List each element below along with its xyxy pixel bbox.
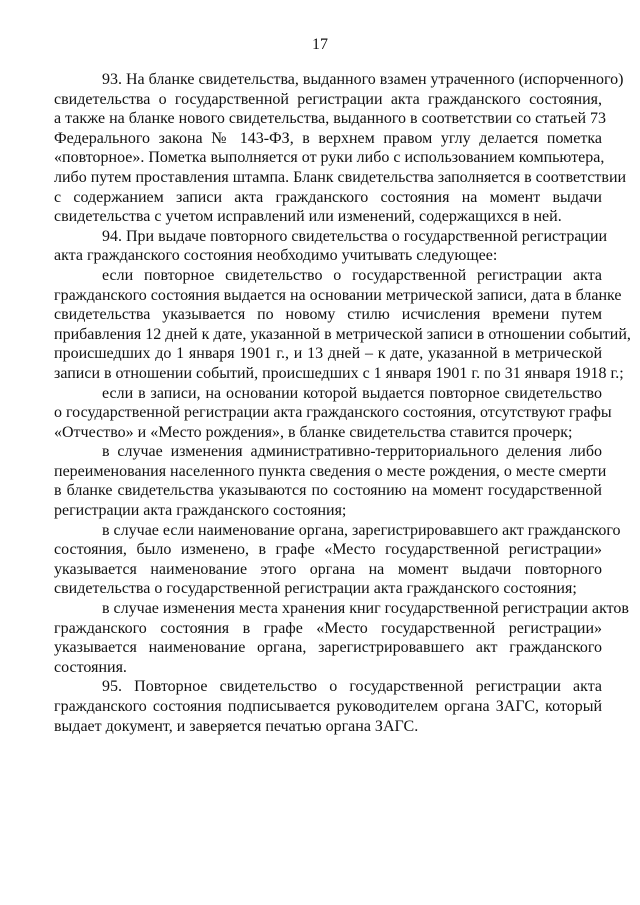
text-line: «повторное». Пометка выполняется от руки либо с использованием компьютера, — [54, 149, 605, 167]
text-line: свидетельства с учетом исправлений или изменений, содержащихся в ней. — [54, 208, 562, 226]
text-line: свидетельства о государственной регистрации акта гражданского состояния, — [54, 90, 602, 108]
text-line: в бланке свидетельства указываются по состоянию на момент государственной — [54, 482, 602, 500]
paragraph — [54, 521, 621, 599]
text-line: а также на бланке нового свидетельства, выданного в соответствии со статьей 73 — [54, 110, 607, 128]
text-line: происшедших до 1 января 1901 г., и 13 дней – к дате, указанной в метрической — [54, 345, 602, 363]
text-line: если повторное свидетельство о государственной регистрации акта — [102, 266, 602, 284]
page-number: 17 — [312, 36, 328, 53]
text-line: свидетельства указывается по новому стилю исчисления времени путем — [54, 306, 602, 324]
text-line: 94. При выдаче повторного свидетельства о государственной регистрации — [102, 227, 608, 245]
text-line: 95. Повторное свидетельство о государственной регистрации акта — [102, 678, 602, 696]
text-line: состояния. — [54, 658, 127, 676]
text-line: гражданского состояния подписывается руководителем органа ЗАГС, который — [54, 698, 602, 715]
text-line: либо путем проставления штампа. Бланк свидетельства заполняется в соответствии — [54, 168, 627, 186]
text-line: указывается наименование этого органа на момент выдачи повторного — [54, 560, 602, 578]
text-line: в случае изменения места хранения книг государственной регистрации актов — [102, 600, 629, 618]
text-line: регистрации акта гражданского состояния; — [54, 502, 347, 520]
text-line: свидетельства о государственной регистрации акта гражданского состояния; — [54, 580, 577, 598]
text-line: переименования населенного пункта сведения о месте рождения, о месте смерти — [54, 462, 607, 480]
paragraph — [54, 384, 612, 443]
text-line: гражданского состояния в графе «Место государственной регистрации» — [54, 619, 602, 637]
text-line: прибавления 12 дней к дате, указанной в метрической записи в отношении событий, — [54, 325, 631, 343]
text-line: состояния, было изменено, в графе «Место государственной регистрации» — [54, 541, 602, 559]
text-line: в случае если наименование органа, зарегистрировавшего акт гражданского — [102, 521, 621, 539]
text-line: Федерального закона № 143-ФЗ, в верхнем правом углу делается пометка — [54, 129, 602, 147]
text-line: записи в отношении событий, происшедших с 1 января 1901 г. по 31 января 1918 г.; — [54, 364, 624, 382]
paragraph — [54, 677, 602, 736]
text-line: о государственной регистрации акта гражданского состояния, отсутствуют графы — [54, 404, 612, 422]
text-line: в случае изменения административно-территориального деления либо — [102, 443, 602, 461]
text-line: выдает документ, и заверяется печатью органа ЗАГС. — [54, 717, 419, 735]
text-line: гражданского состояния выдается на основании метрической записи, дата в бланке — [54, 286, 622, 304]
paragraph — [54, 227, 608, 266]
paragraph — [54, 70, 627, 227]
paragraph — [54, 442, 607, 520]
paragraph — [54, 599, 629, 677]
text-line: с содержанием записи акта гражданского состояния на момент выдачи — [54, 188, 602, 206]
text-line: указывается наименование органа, зарегистрировавшего акт гражданского — [54, 639, 602, 657]
paragraph — [54, 266, 631, 384]
text-line: акта гражданского состояния необходимо учитывать следующее: — [54, 247, 498, 265]
document-body — [54, 70, 631, 736]
text-line: 93. На бланке свидетельства, выданного взамен утраченного (испорченного) — [102, 71, 624, 88]
text-line: если в записи, на основании которой выдается повторное свидетельство — [102, 384, 602, 402]
text-line: «Отчество» и «Место рождения», в бланке свидетельства ставится прочерк; — [54, 423, 573, 441]
